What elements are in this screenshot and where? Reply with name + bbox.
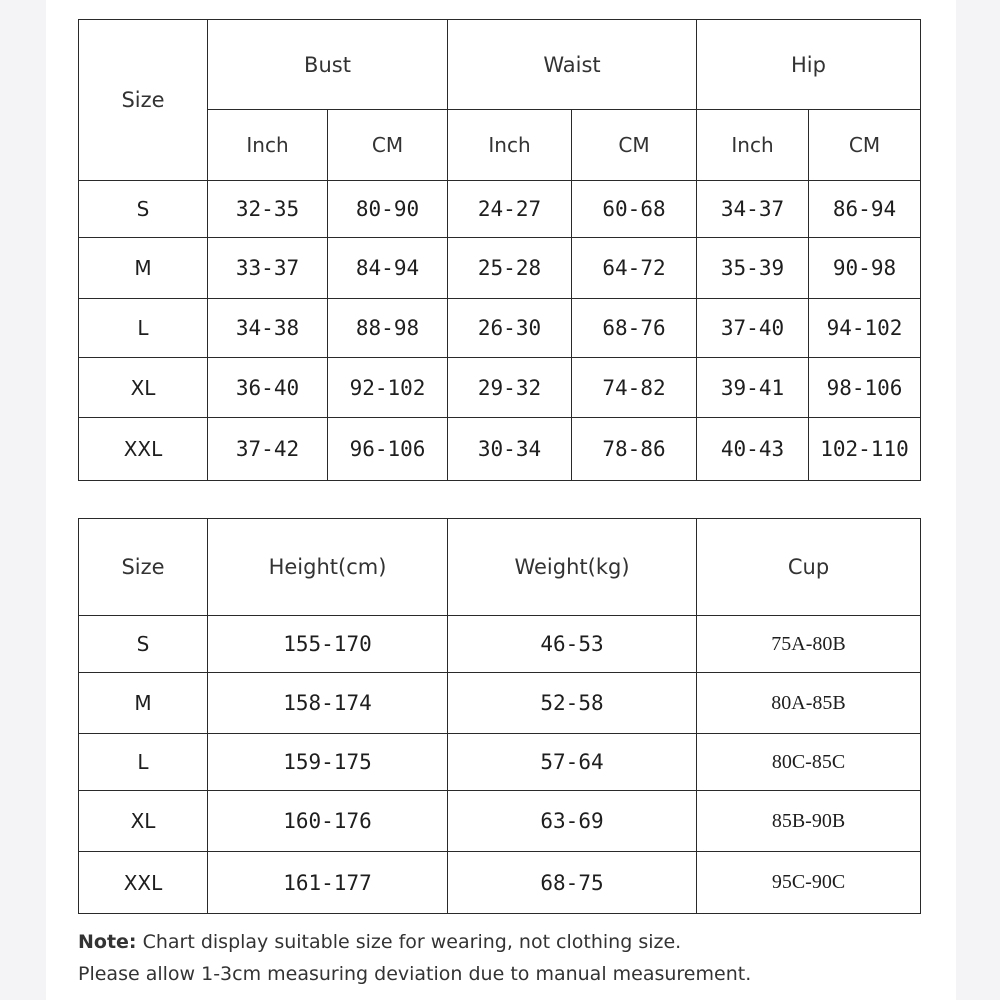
hip-inch-cell: 39-41 (697, 358, 809, 418)
note-label: Note: (78, 931, 137, 953)
table-row (79, 734, 921, 791)
hip-cm-cell: 102-110 (809, 418, 921, 481)
table-row (79, 852, 921, 914)
measurement-size-table (78, 19, 921, 481)
bust-cm-cell: 88-98 (328, 299, 448, 358)
table-row (79, 358, 921, 418)
height-cell: 160-176 (208, 791, 448, 852)
bust-inch-cell: 34-38 (208, 299, 328, 358)
size-cell: XXL (79, 852, 208, 914)
height-cell: 159-175 (208, 734, 448, 791)
cup-cell: 80A-85B (697, 673, 921, 734)
left-border-strip (0, 0, 46, 1000)
hip-inch-cell: 35-39 (697, 238, 809, 299)
bust-inch-cell: 37-42 (208, 418, 328, 481)
size-cell: L (79, 299, 208, 358)
size-cell: M (79, 238, 208, 299)
weight-cell: 68-75 (448, 852, 697, 914)
waist-cm-cell: 74-82 (572, 358, 697, 418)
table-row (79, 616, 921, 673)
note-line-1 (78, 926, 958, 958)
cup-cell: 95C-90C (697, 852, 921, 914)
table-row (79, 418, 921, 481)
size-header: Size (79, 519, 208, 616)
weight-cell: 46-53 (448, 616, 697, 673)
table-header-row (79, 519, 921, 616)
waist-cm-cell: 78-86 (572, 418, 697, 481)
table-row (79, 238, 921, 299)
note-text (78, 926, 958, 990)
hip-inch-cell: 37-40 (697, 299, 809, 358)
cup-cell: 85B-90B (697, 791, 921, 852)
hip-header: Hip (697, 20, 921, 110)
bust-cm-cell: 96-106 (328, 418, 448, 481)
bust-inch-header: Inch (208, 110, 328, 181)
bust-cm-cell: 92-102 (328, 358, 448, 418)
size-cell: XXL (79, 418, 208, 481)
table-header-row (79, 20, 921, 110)
cup-cell: 80C-85C (697, 734, 921, 791)
hip-cm-cell: 98-106 (809, 358, 921, 418)
height-cell: 161-177 (208, 852, 448, 914)
table-row (79, 299, 921, 358)
bust-cm-header: CM (328, 110, 448, 181)
body-size-table (78, 518, 921, 914)
right-border-strip (956, 0, 1000, 1000)
size-header: Size (79, 20, 208, 181)
hip-cm-header: CM (809, 110, 921, 181)
size-cell: M (79, 673, 208, 734)
waist-cm-cell: 64-72 (572, 238, 697, 299)
table-row (79, 791, 921, 852)
bust-inch-cell: 32-35 (208, 181, 328, 238)
hip-cm-cell: 94-102 (809, 299, 921, 358)
size-cell: S (79, 181, 208, 238)
height-cell: 155-170 (208, 616, 448, 673)
weight-cell: 63-69 (448, 791, 697, 852)
waist-inch-cell: 24-27 (448, 181, 572, 238)
waist-cm-cell: 60-68 (572, 181, 697, 238)
waist-inch-cell: 25-28 (448, 238, 572, 299)
table-row (79, 181, 921, 238)
hip-inch-cell: 34-37 (697, 181, 809, 238)
bust-inch-cell: 33-37 (208, 238, 328, 299)
waist-inch-cell: 30-34 (448, 418, 572, 481)
size-cell: XL (79, 358, 208, 418)
height-cell: 158-174 (208, 673, 448, 734)
waist-cm-cell: 68-76 (572, 299, 697, 358)
size-cell: L (79, 734, 208, 791)
height-header: Height(cm) (208, 519, 448, 616)
waist-inch-header: Inch (448, 110, 572, 181)
waist-header: Waist (448, 20, 697, 110)
weight-cell: 57-64 (448, 734, 697, 791)
hip-cm-cell: 90-98 (809, 238, 921, 299)
size-cell: S (79, 616, 208, 673)
bust-cm-cell: 84-94 (328, 238, 448, 299)
waist-inch-cell: 29-32 (448, 358, 572, 418)
hip-inch-header: Inch (697, 110, 809, 181)
bust-header: Bust (208, 20, 448, 110)
cup-cell: 75A-80B (697, 616, 921, 673)
bust-inch-cell: 36-40 (208, 358, 328, 418)
note-line-1-text: Chart display suitable size for wearing, not clothing size. (142, 931, 682, 953)
table-row (79, 673, 921, 734)
weight-cell: 52-58 (448, 673, 697, 734)
waist-cm-header: CM (572, 110, 697, 181)
hip-inch-cell: 40-43 (697, 418, 809, 481)
size-cell: XL (79, 791, 208, 852)
bust-cm-cell: 80-90 (328, 181, 448, 238)
weight-header: Weight(kg) (448, 519, 697, 616)
cup-header: Cup (697, 519, 921, 616)
hip-cm-cell: 86-94 (809, 181, 921, 238)
waist-inch-cell: 26-30 (448, 299, 572, 358)
note-line-2: Please allow 1-3cm measuring deviation due to manual measurement. (78, 963, 752, 985)
